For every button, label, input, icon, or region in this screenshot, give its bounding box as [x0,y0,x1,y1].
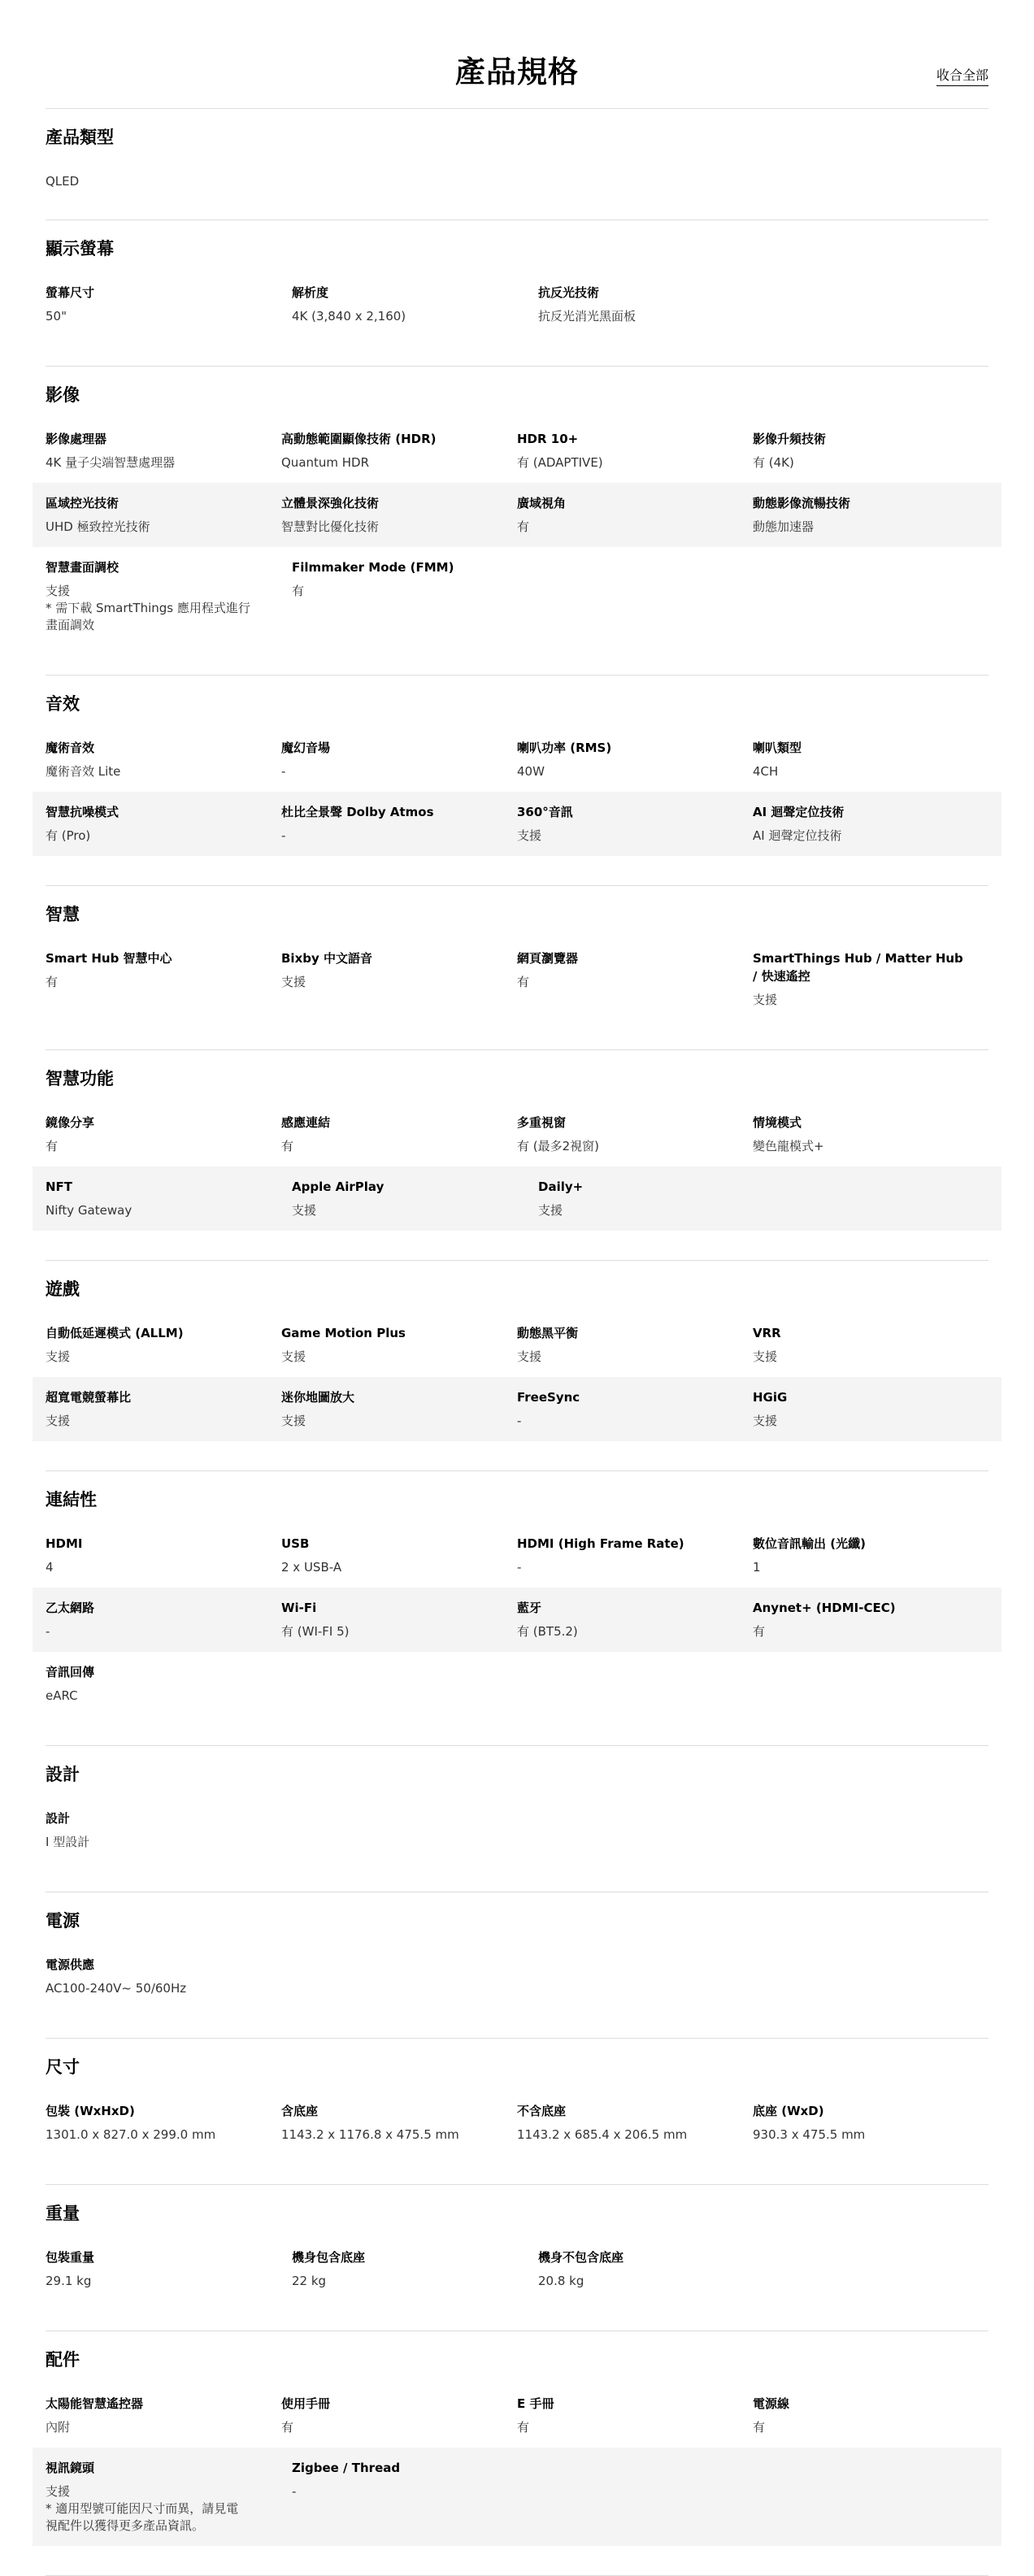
section-title[interactable]: 產品類型 [46,128,114,147]
spec-row [33,547,1001,645]
spec-item [46,430,281,471]
spec-item [292,2459,538,2535]
section-title[interactable]: 智慧功能 [46,1069,114,1088]
spec-value: 支援 [753,1349,778,1364]
spec-label: 多重視窗 [517,1115,567,1130]
spec-label: 高動態範圍顯像技術 (HDR) [281,432,437,446]
spec-item [753,949,988,1009]
section-title[interactable]: 影像 [46,385,80,405]
spec-item [46,739,281,780]
spec-item [517,1324,753,1366]
spec-label: 使用手冊 [281,2396,331,2411]
spec-value: 有 (ADAPTIVE) [517,455,603,470]
spec-item [292,1178,538,1219]
spec-item [46,558,292,634]
spec-section[interactable] [46,886,988,1050]
spec-label: 喇叭功率 (RMS) [517,741,612,755]
spec-value: 有 [753,2420,766,2435]
spec-value: 有 [517,975,530,989]
section-title[interactable]: 配件 [46,2350,80,2370]
spec-value: 有 [517,519,530,534]
spec-item [753,2102,988,2144]
spec-label: Smart Hub 智慧中心 [46,951,172,966]
spec-item [517,1599,753,1640]
spec-value: 有 [281,1139,294,1153]
spec-value: 40W [517,764,545,779]
spec-item [46,949,281,1009]
spec-label: 機身不包含底座 [538,2250,624,2265]
section-title[interactable]: 電源 [46,1911,80,1931]
spec-section[interactable] [46,2185,988,2331]
spec-value: AI 迴聲定位技術 [753,828,842,843]
spec-row [33,739,1001,792]
spec-section[interactable] [46,1892,988,2039]
spec-section[interactable] [46,1471,988,1746]
spec-value: 930.3 x 475.5 mm [753,2127,866,2142]
spec-label: AI 迴聲定位技術 [753,805,845,819]
spec-label: 影像處理器 [46,432,107,446]
spec-label: 智慧抗噪模式 [46,805,119,819]
spec-item [538,284,784,325]
spec-label: 區域控光技術 [46,496,119,510]
spec-label: 不含底座 [517,2104,567,2118]
spec-label: 鏡像分享 [46,1115,95,1130]
spec-value: 50" [46,309,67,324]
section-title[interactable]: 重量 [46,2204,80,2223]
spec-label: 網頁瀏覽器 [517,951,579,966]
section-value: QLED [46,174,80,189]
spec-value: 支援 [46,1414,71,1428]
spec-row [33,1324,1001,1377]
spec-value: Nifty Gateway [46,1203,133,1218]
spec-item [281,739,517,780]
spec-value: 有 (WI-FI 5) [281,1624,350,1639]
spec-item [46,2102,281,2144]
spec-value: 支援 [753,993,778,1007]
spec-value: 1301.0 x 827.0 x 299.0 mm [46,2127,216,2142]
spec-value: - [46,1624,50,1639]
spec-row [33,2395,1001,2448]
spec-section[interactable] [46,1746,988,1892]
spec-label: SmartThings Hub / Matter Hub / 快速遙控 [753,951,963,984]
spec-value: AC100-240V~ 50/60Hz [46,1981,187,1996]
spec-item [517,1388,753,1430]
spec-section[interactable] [46,367,988,675]
spec-label: 智慧畫面調校 [46,560,119,575]
spec-value: 29.1 kg [46,2274,92,2288]
spec-value: 有 [517,2420,530,2435]
spec-label: 動態黑平衡 [517,1326,579,1340]
spec-row [33,1114,1001,1166]
spec-item [517,1114,753,1155]
spec-label: USB [281,1536,310,1551]
spec-label: HGiG [753,1390,788,1405]
spec-value: 支援 [517,828,542,843]
spec-section[interactable] [46,220,988,367]
spec-label: 迷你地圖放大 [281,1390,355,1405]
spec-item [517,494,753,536]
spec-item [753,1324,988,1366]
section-title[interactable]: 音效 [46,694,80,714]
spec-item [281,1324,517,1366]
spec-value: 22 kg [292,2274,327,2288]
spec-value: 智慧對比優化技術 [281,519,380,534]
spec-label: 太陽能智慧遙控器 [46,2396,144,2411]
spec-value: 4K 量子尖端智慧處理器 [46,455,176,470]
spec-item [517,2102,753,2144]
spec-item [517,2395,753,2436]
spec-label: 含底座 [281,2104,319,2118]
spec-label: Apple AirPlay [292,1179,384,1194]
spec-value: 動態加速器 [753,519,815,534]
spec-row [33,1535,1001,1588]
spec-value: 有 [46,975,59,989]
spec-value: 2 x USB-A [281,1560,342,1575]
spec-label: 魔術音效 [46,741,95,755]
spec-label: 360°音訊 [517,805,573,819]
spec-value: 有 [46,1139,59,1153]
spec-value: 支援 [281,1349,306,1364]
spec-item [281,1535,517,1576]
spec-value: 有 [292,584,305,598]
spec-value: 20.8 kg [538,2274,584,2288]
spec-label: 藍牙 [517,1601,542,1615]
spec-value: 支援 * 需下載 SmartThings 應用程式進行 畫面調效 [46,584,250,632]
spec-header [46,0,988,109]
spec-label: Wi-Fi [281,1601,317,1615]
spec-item [538,2248,784,2290]
spec-item [517,739,753,780]
spec-label: Bixby 中文語音 [281,951,372,966]
spec-value: 有 [281,2420,294,2435]
spec-value: 支援 [517,1349,542,1364]
spec-value: 4CH [753,764,779,779]
spec-row [33,1377,1001,1441]
spec-value: 支援 [538,1203,563,1218]
spec-label: 視訊鏡頭 [46,2461,95,2475]
spec-value: 1143.2 x 1176.8 x 475.5 mm [281,2127,459,2142]
spec-row [33,949,1001,1020]
spec-value: - [517,1414,522,1428]
spec-item [753,1114,988,1155]
spec-section[interactable] [46,1261,988,1471]
spec-value: 變色龍模式+ [753,1139,824,1153]
spec-item [46,1388,281,1430]
collapse-all-link[interactable]: 收合全部 [936,65,988,86]
spec-label: Game Motion Plus [281,1326,406,1340]
spec-sections [0,109,1034,2576]
spec-item [281,2395,517,2436]
section-title[interactable]: 遊戲 [46,1279,80,1299]
spec-item [517,803,753,845]
spec-value: 魔術音效 Lite [46,764,121,779]
spec-item [46,1535,281,1576]
spec-row [33,2248,1001,2301]
spec-value: - [517,1560,522,1575]
spec-item [281,1599,517,1640]
spec-value: 有 (BT5.2) [517,1624,578,1639]
spec-value: 有 (Pro) [46,828,91,843]
spec-label: 自動低延遲模式 (ALLM) [46,1326,184,1340]
section-title[interactable]: 智慧 [46,905,80,924]
spec-row [33,483,1001,547]
spec-label: 包裝 (WxHxD) [46,2104,135,2118]
spec-value: Quantum HDR [281,455,370,470]
spec-value: 有 [753,1624,766,1639]
spec-item [281,2102,517,2144]
spec-item [46,1324,281,1366]
spec-item [753,1599,988,1640]
spec-label: FreeSync [517,1390,580,1405]
spec-label: NFT [46,1179,73,1194]
spec-row [33,430,1001,483]
spec-value: 支援 [292,1203,317,1218]
spec-label: 機身包含底座 [292,2250,366,2265]
spec-item [281,1388,517,1430]
spec-label: 魔幻音場 [281,741,331,755]
spec-section[interactable] [46,675,988,886]
spec-item [517,949,753,1009]
spec-label: 超寬電競螢幕比 [46,1390,132,1405]
spec-label: 包裝重量 [46,2250,95,2265]
spec-value: 4K (3,840 x 2,160) [292,309,406,324]
spec-row [33,1588,1001,1652]
spec-label: 設計 [46,1811,71,1826]
spec-value: UHD 極致控光技術 [46,519,150,534]
spec-item [517,1535,753,1576]
spec-item [753,430,988,471]
spec-value: 支援 * 適用型號可能因尺寸而異，請見電 視配件以獲得更多產品資訊。 [46,2484,239,2533]
spec-item [753,1388,988,1430]
spec-item [46,1956,292,1997]
spec-value: - [292,2484,297,2499]
section-title[interactable]: 連結性 [46,1490,97,1510]
spec-value: - [281,764,286,779]
spec-value: 抗反光消光黑面板 [538,309,636,324]
spec-section[interactable] [46,2039,988,2185]
spec-item [46,803,281,845]
spec-item [753,739,988,780]
spec-label: 音訊回傳 [46,1665,95,1679]
section-title[interactable]: 尺寸 [46,2057,80,2077]
spec-value: 支援 [46,1349,71,1364]
spec-label: 杜比全景聲 Dolby Atmos [281,805,434,819]
spec-item [517,430,753,471]
spec-item [292,284,538,325]
spec-value: 有 (4K) [753,455,794,470]
spec-label: 廣域視角 [517,496,567,510]
spec-item [46,1114,281,1155]
spec-item [46,1599,281,1640]
spec-row [33,2102,1001,2155]
spec-label: 乙太網路 [46,1601,95,1615]
spec-item [753,1535,988,1576]
spec-label: 喇叭類型 [753,741,802,755]
spec-item [46,2248,292,2290]
spec-value: 支援 [753,1414,778,1428]
spec-item [46,1663,292,1705]
spec-item [753,494,988,536]
spec-item [46,2459,292,2535]
spec-section[interactable] [46,109,988,220]
spec-row [33,1166,1001,1231]
spec-label: 電源供應 [46,1957,95,1972]
spec-item [46,1809,292,1851]
section-title[interactable]: 顯示螢幕 [46,239,114,258]
spec-item [46,1178,292,1219]
spec-value: 4 [46,1560,54,1575]
spec-row [33,792,1001,856]
spec-label: Anynet+ (HDMI-CEC) [753,1601,896,1615]
section-title[interactable]: 設計 [46,1765,80,1784]
spec-label: 底座 (WxD) [753,2104,824,2118]
spec-item [281,494,517,536]
spec-item [292,2248,538,2290]
spec-value: 1143.2 x 685.4 x 206.5 mm [517,2127,688,2142]
spec-item [281,1114,517,1155]
spec-row [33,1809,1001,1862]
spec-label: HDR 10+ [517,432,579,446]
spec-row [33,284,1001,337]
page-title: 產品規格 [455,54,579,89]
spec-label: VRR [753,1326,781,1340]
spec-section[interactable] [46,2331,988,2576]
spec-label: E 手冊 [517,2396,554,2411]
spec-item [538,1178,784,1219]
spec-label: 解析度 [292,285,329,300]
spec-label: 影像升頻技術 [753,432,827,446]
spec-label: 螢幕尺寸 [46,285,95,300]
spec-item [753,2395,988,2436]
spec-item [753,803,988,845]
spec-value: 支援 [281,1414,306,1428]
spec-label: 電源線 [753,2396,790,2411]
spec-value: I 型設計 [46,1835,90,1849]
spec-label: 情境模式 [753,1115,802,1130]
spec-value: 內附 [46,2420,71,2435]
spec-label: Zigbee / Thread [292,2461,401,2475]
spec-value: 有 (最多2視窗) [517,1139,600,1153]
spec-label: 數位音訊輸出 (光纖) [753,1536,866,1551]
spec-label: 感應連結 [281,1115,331,1130]
spec-item [46,284,292,325]
spec-value: 1 [753,1560,761,1575]
spec-value: 支援 [281,975,306,989]
spec-item [46,2395,281,2436]
spec-label: Filmmaker Mode (FMM) [292,560,454,575]
spec-item [292,558,538,634]
spec-section[interactable] [46,1050,988,1261]
spec-label: 立體景深強化技術 [281,496,380,510]
spec-label: Daily+ [538,1179,584,1194]
spec-label: 動態影像流暢技術 [753,496,851,510]
spec-row [33,1652,1001,1716]
spec-label: HDMI (High Frame Rate) [517,1536,684,1551]
spec-label: HDMI [46,1536,83,1551]
spec-row [33,1956,1001,2009]
spec-value: eARC [46,1688,78,1703]
spec-item [281,430,517,471]
spec-value: - [281,828,286,843]
spec-label: 抗反光技術 [538,285,600,300]
spec-item [281,949,517,1009]
spec-item [281,803,517,845]
spec-item [46,494,281,536]
